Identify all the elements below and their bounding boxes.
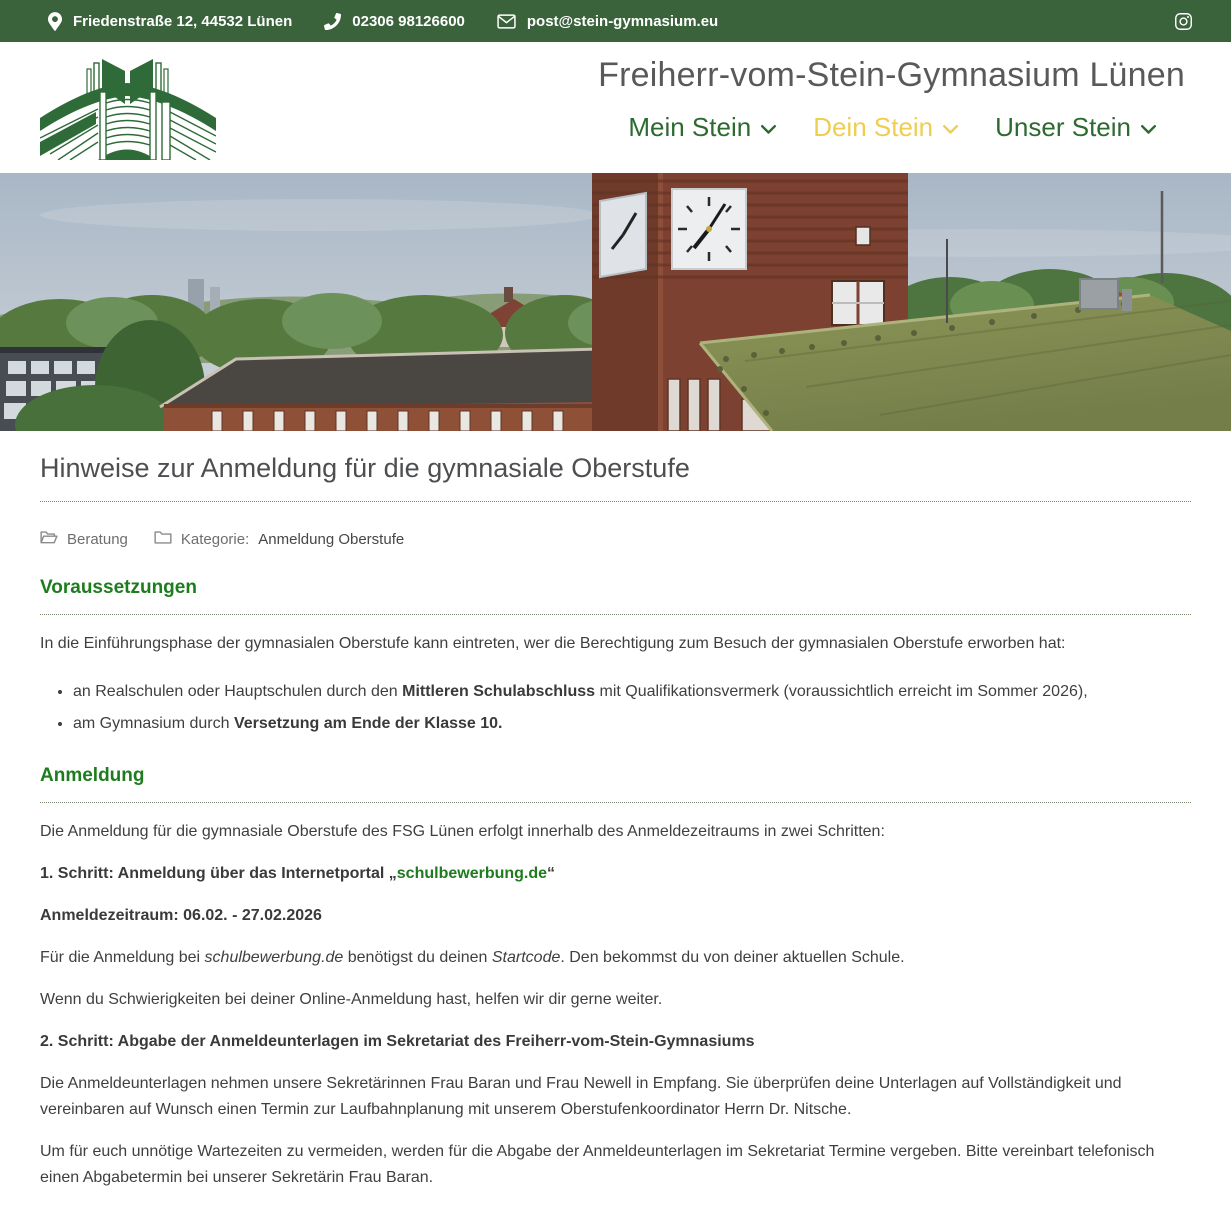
list-item	[73, 711, 1191, 737]
topbar-phone-text: 02306 98126600	[352, 12, 465, 30]
text-segment: Die Anmeldung für die gymnasiale Oberstufe des FSG Lünen erfolgt innerhalb des Anmeldezeitraums in zwei Schritten:	[40, 823, 885, 840]
text-segment: 1. Schritt: Anmeldung über das Internetportal „	[40, 865, 397, 882]
paragraph	[40, 945, 1191, 971]
meta-category-label: Kategorie:	[180, 531, 250, 548]
paragraph	[40, 987, 1191, 1013]
topbar-email-text: post@stein-gymnasium.eu	[526, 12, 719, 30]
text-segment: benötigst du deinen	[343, 949, 492, 966]
meta-category-primary[interactable]	[40, 530, 128, 549]
paragraph	[40, 1071, 1191, 1123]
meta-category	[154, 530, 404, 549]
topbar-address	[48, 12, 292, 31]
inline-link[interactable]: schulbewerbung.de	[396, 865, 548, 882]
text-segment: Die Anmeldeunterlagen nehmen unsere Sekretärinnen Frau Baran und Frau Newell in Empfang. Sie überprüfen deine Unterlagen auf Vollständigkeit und vereinbaren auf Wunsch einen Termin zur Laufbahnplanung mit unserem Oberstufenkoordinator Herrn Dr. Nitsche.	[40, 1075, 1122, 1118]
page-title: Hinweise zur Anmeldung für die gymnasiale Oberstufe	[40, 453, 690, 483]
text-segment: In die Einführungsphase der gymnasialen Oberstufe kann eintreten, wer die Berechtigung zum Besuch der gymnasialen Oberstufe erworben hat:	[40, 635, 1066, 652]
text-segment: Um für euch unnötige Wartezeiten zu vermeiden, werden für die Abgabe der Anmeldeunterlagen im Sekretariat Termine vergeben. Bitte vereinbart telefonisch einen Abgabetermin bei unserer Sekretärin Frau Baran.	[40, 1143, 1155, 1186]
text-segment: schulbewerbung.de	[204, 949, 344, 966]
main-nav	[598, 112, 1185, 143]
text-segment: Für die Anmeldung bei	[40, 949, 205, 966]
text-segment: “	[547, 865, 556, 882]
text-segment: an Realschulen oder Hauptschulen durch den	[73, 683, 403, 700]
site-header	[0, 42, 1231, 173]
paragraph	[40, 861, 1191, 887]
topbar-address-text: Friedenstraße 12, 44532 Lünen	[73, 12, 293, 30]
nav-item-dein-stein[interactable]	[813, 112, 959, 143]
nav-item-label: Dein Stein	[813, 112, 934, 142]
site-title: Freiherr-vom-Stein-Gymnasium Lünen	[598, 56, 1185, 94]
text-segment: Wenn du Schwierigkeiten bei deiner Online-Anmeldung hast, helfen wir dir gerne weiter.	[40, 991, 663, 1008]
article	[0, 431, 1231, 1213]
paragraph	[40, 819, 1191, 845]
text-segment: Startcode	[491, 949, 561, 966]
chevron-down-icon	[1140, 124, 1157, 136]
text-segment: Anmeldezeitraum: 06.02. - 27.02.2026	[40, 907, 322, 924]
mail-icon	[497, 14, 516, 29]
hero-image	[0, 173, 1231, 431]
paragraph	[40, 1029, 1191, 1055]
folder-icon	[154, 530, 172, 549]
meta-category-value[interactable]: Anmeldung Oberstufe	[258, 531, 405, 548]
text-segment: . Den bekommst du von deiner aktuellen Schule.	[560, 949, 905, 966]
list-item	[73, 679, 1191, 705]
section-heading: Voraussetzungen	[40, 577, 1191, 615]
topbar	[0, 0, 1231, 42]
nav-item-label: Mein Stein	[628, 112, 752, 142]
nav-item-mein-stein[interactable]	[628, 112, 777, 143]
section-heading: Anmeldung	[40, 765, 1191, 803]
open-folder-icon	[40, 530, 58, 549]
paragraph	[40, 1139, 1191, 1191]
text-segment: Mittleren Schulabschluss	[402, 683, 596, 700]
paragraph	[40, 631, 1191, 657]
instagram-icon	[1174, 12, 1193, 31]
school-logo[interactable]	[40, 54, 216, 165]
title-separator	[40, 501, 1191, 502]
chevron-down-icon	[942, 124, 959, 136]
chevron-down-icon	[760, 124, 777, 136]
location-pin-icon	[48, 12, 62, 31]
bullet-list	[40, 679, 1191, 737]
nav-item-label: Unser Stein	[995, 112, 1131, 142]
text-segment: mit Qualifikationsvermerk (voraussichtlich erreicht im Sommer 2026),	[595, 683, 1088, 700]
topbar-phone[interactable]	[324, 13, 465, 30]
nav-item-unser-stein[interactable]	[995, 112, 1157, 143]
topbar-email[interactable]	[497, 13, 718, 30]
article-body	[40, 577, 1191, 1191]
meta-category-primary-label: Beratung	[67, 531, 128, 548]
text-segment: 2. Schritt: Abgabe der Anmeldeunterlagen im Sekretariat des Freiherr-vom-Stein-Gymnasiums	[40, 1033, 755, 1050]
text-segment: am Gymnasium durch	[73, 715, 234, 732]
phone-icon	[324, 13, 341, 30]
article-meta	[40, 530, 1191, 549]
instagram-link[interactable]	[1174, 12, 1193, 31]
text-segment: Versetzung am Ende der Klasse 10.	[233, 715, 503, 732]
paragraph	[40, 903, 1191, 929]
